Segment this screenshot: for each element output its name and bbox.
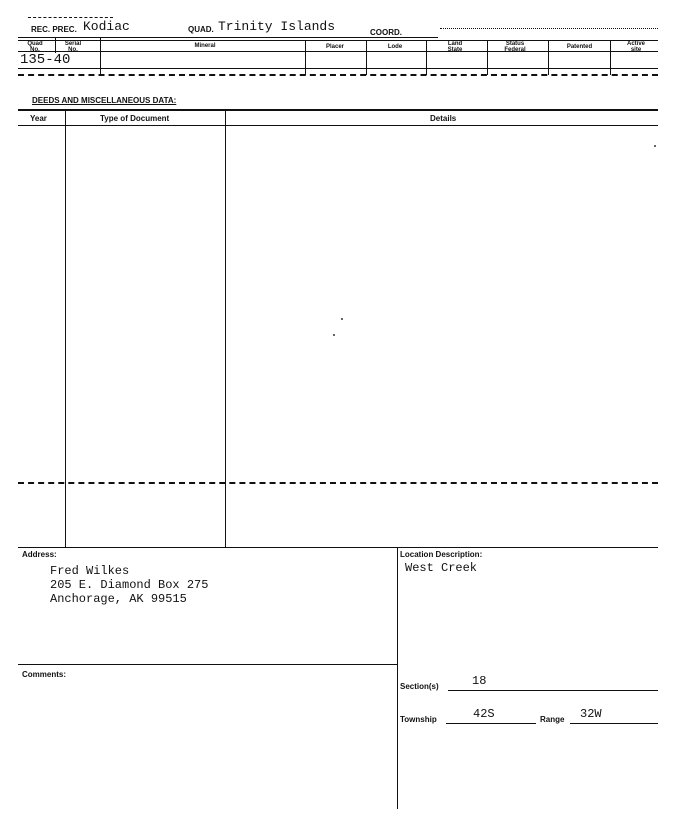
col-active-site: Active site: [626, 41, 645, 53]
col-serial-no: Serial No.: [64, 41, 82, 53]
col-details: Details: [430, 114, 457, 123]
divider-6: [487, 40, 488, 75]
township-underline: [446, 723, 536, 724]
divider-2: [100, 37, 101, 75]
col-patented: Patented: [566, 44, 593, 50]
deeds-mid-dash: [18, 482, 658, 484]
divider-3: [305, 40, 306, 75]
col-lode: Lode: [387, 44, 403, 50]
divider-7: [548, 40, 549, 75]
section-value: 18: [472, 674, 487, 688]
range-underline: [570, 723, 658, 724]
section-underline: [448, 690, 658, 691]
rec-prec-label: REC. PREC.: [31, 25, 77, 34]
township-label: Township: [400, 715, 437, 724]
township-value: 42S: [473, 707, 495, 721]
record-row-dash: [18, 74, 658, 76]
range-value: 32W: [580, 707, 602, 721]
section-label: Section(s): [400, 682, 439, 691]
speck: [341, 318, 343, 320]
col-land-state: Land State: [447, 41, 463, 53]
location-label: Location Description:: [400, 550, 483, 559]
col-placer: Placer: [325, 44, 344, 50]
column-header-bottom: [18, 51, 658, 52]
rec-prec-value: Kodiac: [83, 19, 130, 34]
bottom-center-divider: [397, 547, 398, 809]
address-line-3: Anchorage, AK 99515: [50, 592, 187, 606]
speck: [333, 334, 335, 336]
comments-top: [18, 664, 397, 665]
quad-label: QUAD.: [188, 25, 214, 34]
record-row-line: [18, 68, 658, 69]
divider-8: [610, 40, 611, 75]
col-quad-no: Quad No.: [27, 41, 43, 53]
address-line-1: Fred Wilkes: [50, 564, 130, 578]
col-status-federal: Status Federal: [504, 41, 526, 53]
top-right-line: [440, 28, 658, 29]
location-value: West Creek: [405, 561, 478, 575]
col-type-of-document: Type of Document: [100, 114, 170, 123]
col-mineral: Mineral: [194, 43, 216, 49]
col-year: Year: [30, 114, 47, 123]
comments-label: Comments:: [22, 670, 67, 679]
divider-4: [366, 40, 367, 75]
bottom-section-top: [18, 547, 658, 548]
header-underline: [18, 37, 438, 38]
range-label: Range: [540, 715, 565, 724]
quad-no-value: 135-40: [20, 52, 71, 68]
column-header-top: [18, 40, 658, 41]
quad-value: Trinity Islands: [218, 19, 336, 34]
deeds-title: DEEDS AND MISCELLANEOUS DATA:: [32, 96, 177, 105]
address-label: Address:: [22, 550, 57, 559]
top-dash-line: [28, 17, 113, 18]
divider-5: [426, 40, 427, 75]
deeds-table-top: [18, 109, 658, 111]
divider-1: [55, 37, 56, 53]
address-line-2: 205 E. Diamond Box 275: [50, 578, 209, 592]
speck: [654, 145, 656, 147]
coord-label: COORD.: [370, 28, 402, 37]
deeds-header-bottom: [18, 125, 658, 126]
